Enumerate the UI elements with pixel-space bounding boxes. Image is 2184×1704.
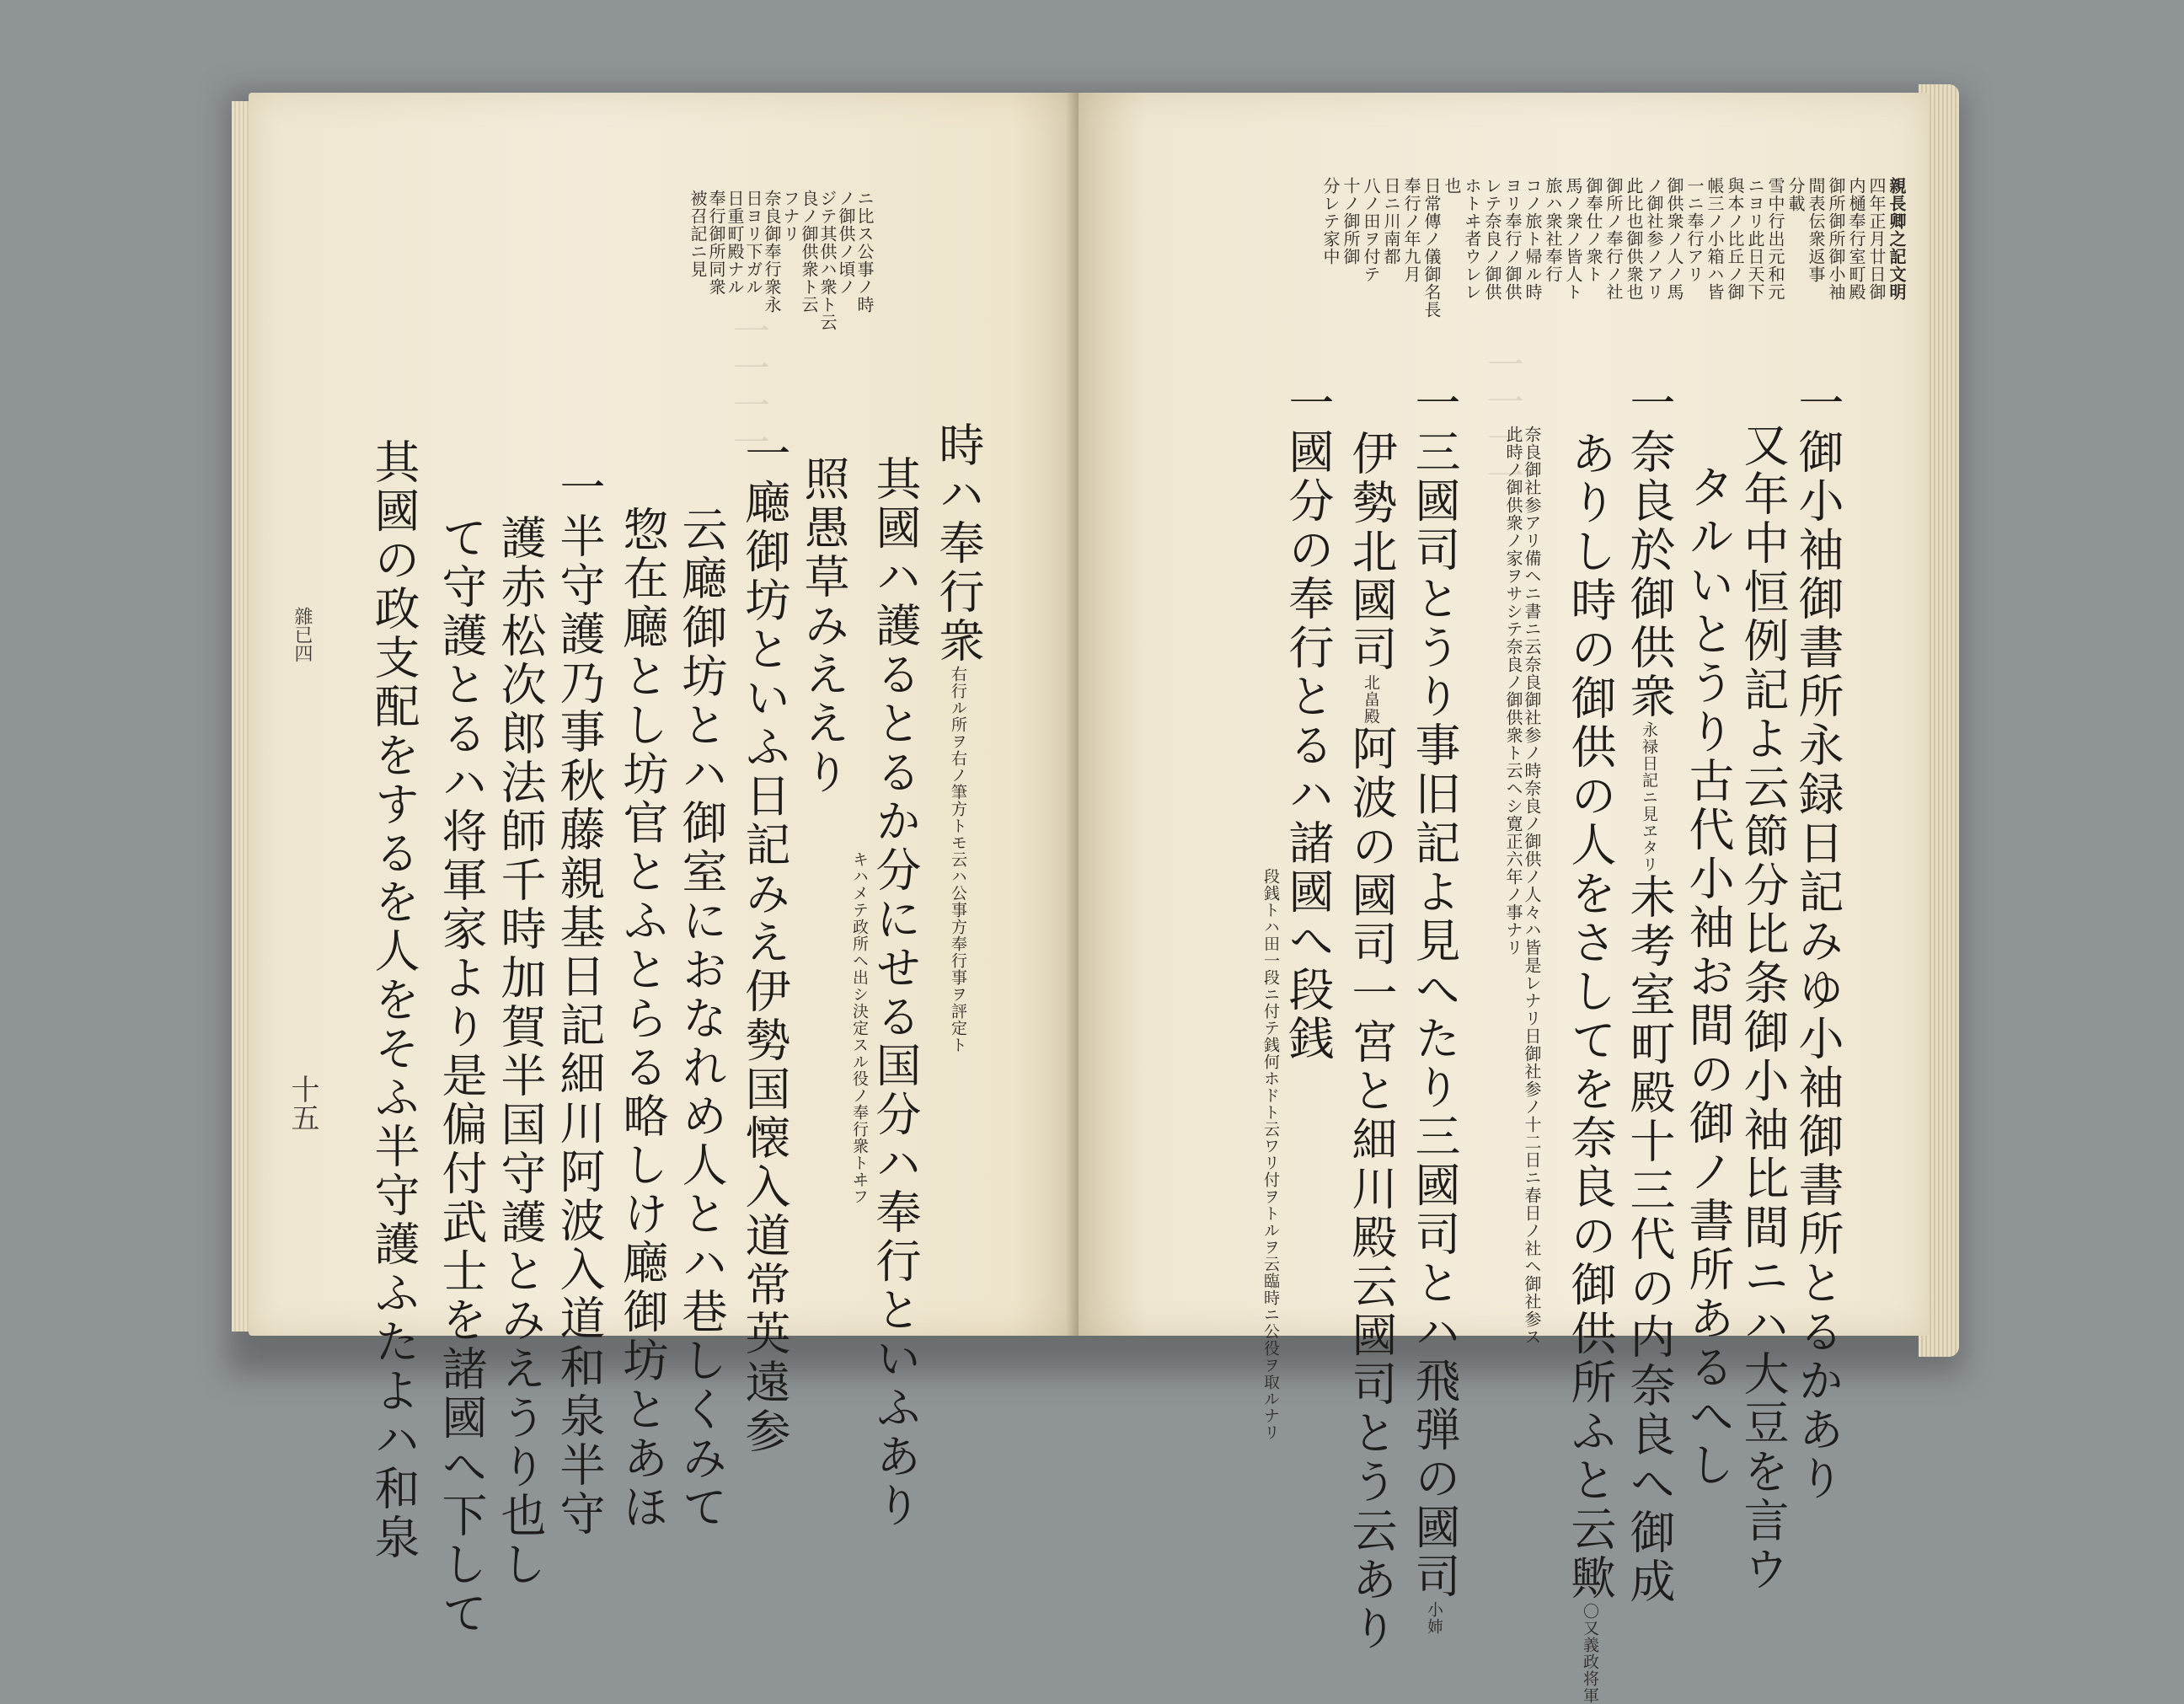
head-note: フナリ: [780, 190, 800, 243]
head-note: 奉行御所同衆: [706, 190, 726, 296]
head-note: コノ旅ト帰ル時: [1523, 177, 1543, 301]
head-note: ニヨリ此日天下: [1745, 177, 1765, 301]
column-text: 阿波の國司一宮と細川殿云國司とう云あり: [1345, 725, 1398, 1653]
head-note: 十ノ御所御: [1341, 177, 1361, 265]
head-note: 分レテ家中: [1320, 177, 1341, 265]
inline-annotation: 右行ル所ヲ右ノ筆方トモ云ハ公事方奉行事ヲ評定ト: [949, 666, 967, 1053]
head-note: 奈良御奉行衆永: [762, 190, 782, 313]
text-column: [1282, 379, 1335, 1064]
head-note: 日ヨリ下ガル: [743, 190, 763, 296]
text-column: [1345, 430, 1398, 1653]
column-text: 一三國司とうり事旧記よ見へたり三國司とハ飛弾の國司: [1408, 379, 1461, 1601]
text-column: [1791, 379, 1844, 1503]
left-page: [249, 93, 1079, 1638]
head-note: 奉行ノ年九月: [1401, 177, 1421, 283]
text-column: [553, 464, 606, 1539]
text-column: [797, 455, 850, 797]
head-note: ノ御供ノ頃ノ: [836, 190, 856, 296]
head-note: レテ奈良ノ御供: [1482, 177, 1502, 301]
column-text: 云廰御坊とハ御室におなれめ人とハ巷しくみて: [675, 506, 728, 1532]
text-column: [738, 430, 791, 1456]
column-text: 護赤松次郎法師千時加賀半国守護とみえうり也し: [494, 514, 547, 1589]
head-note: ホトヰ者ウレレ: [1462, 177, 1482, 301]
column-text: 照愚草みええり: [797, 455, 850, 797]
head-note: 帳三ノ小箱ハ皆: [1705, 177, 1725, 301]
text-column: [1737, 421, 1790, 1594]
head-note: 與本ノ比丘ノ御: [1725, 177, 1745, 301]
column-text: 其國ハ護るとるか分にせる国分ハ奉行といふあり: [869, 455, 922, 1530]
right-page: [1079, 93, 1930, 1704]
column-text: 一國分の奉行とるハ諸國へ段銭: [1282, 379, 1335, 1064]
head-note: 馬ノ衆ノ皆人ト: [1563, 177, 1583, 301]
head-note: 一ニ奉行アリ: [1684, 177, 1705, 283]
text-column: [869, 455, 922, 1530]
column-text: 一廰御坊といふ日記みえ伊勢国懐入道常英遠参: [738, 430, 791, 1456]
head-note: 日常傳ノ儀御名長: [1421, 177, 1442, 319]
text-column: [494, 514, 547, 1589]
head-note: 被召記ニ見: [688, 190, 708, 278]
head-note: 雪中行出元和元: [1765, 177, 1785, 301]
inline-annotation: 永禄日記ニ見ヱタリ: [1640, 721, 1658, 873]
column-text: て守護とるハ将軍家より是偏付武士を諸國へ下して: [435, 514, 488, 1638]
text-column: [367, 438, 420, 1562]
head-note: 日重町殿ナル: [725, 190, 745, 296]
text-column: [1623, 379, 1676, 1606]
text-column: [616, 506, 669, 1532]
text-column: [1408, 379, 1461, 1635]
head-note: ジテ其供ハ衆ト云: [817, 190, 838, 331]
head-note: 間表伝衆返事: [1806, 177, 1826, 283]
column-text: タルいとうり古代小袖お間の御ノ書所あるへし: [1682, 464, 1735, 1490]
head-note: 内樋奉行室町殿: [1846, 177, 1866, 301]
head-note: ヨリ奉行ノ御供: [1502, 177, 1523, 301]
open-book: [232, 76, 1942, 1704]
head-note: 四年正月廿日御: [1866, 177, 1887, 301]
column-text: 時ハ奉行衆: [932, 421, 985, 666]
text-column: [435, 514, 488, 1638]
head-note: 也: [1442, 177, 1462, 195]
show-through-text: 一一一一: [1480, 346, 1523, 494]
head-note: 御所御所御小袖: [1826, 177, 1846, 301]
inline-annotation: 段銭トハ田一段ニ付テ銭何ホドト云ワリ付ヲトルヲ云臨時ニ公役ヲ取ルナリ: [1261, 868, 1280, 1441]
inline-annotation: 小姉: [1425, 1601, 1443, 1635]
text-column: [932, 421, 985, 1053]
inline-annotation: キハメテ政所ヘ出シ決定スル役ノ奉行衆トヰフ: [850, 851, 869, 1205]
head-note: 分載: [1785, 177, 1806, 212]
text-column: [1682, 464, 1735, 1490]
column-text: ありし時の御供の人をさしてを奈良の御供所ふと云歟: [1564, 430, 1617, 1603]
column-text: 一奈良於御供衆: [1623, 379, 1676, 721]
head-note: 御奉仕ノ衆ト: [1583, 177, 1603, 283]
head-note: 親長卿之記文明: [1887, 177, 1907, 301]
folio-section: 雜已四: [292, 607, 313, 662]
column-text: 又年中恒例記よ云節分比条御小袖比間ニハ大豆を言ウ: [1737, 421, 1790, 1594]
head-note: ニ比ス公事ノ時: [854, 190, 875, 313]
head-note: 八ノ田ヲ付テ: [1361, 177, 1381, 283]
text-column: [675, 506, 728, 1532]
head-note: 旅ハ衆社奉行: [1543, 177, 1563, 283]
annotation-block: 奈良御社参アリ備ヘニ書ニ云奈良御社参ノ時奈良ノ御供ノ人々ハ皆是レナリ日御社参ノ十二日ニ春日ノ社ヘ御社参ス此時ノ御供衆ノ家ヲサシテ奈良ノ御供衆ト云ヘシ寛正六年ノ事ナリ: [1503, 426, 1542, 1346]
head-note: 良ノ御供衆ト云: [799, 190, 819, 313]
head-note: 此比也御供衆也: [1624, 177, 1644, 301]
column-text: 伊勢北國司: [1345, 430, 1398, 674]
head-note: 日ニ川南都: [1381, 177, 1401, 265]
head-note: ノ御社参ノアリ: [1644, 177, 1664, 301]
head-note: 御供衆ノ人ノ馬: [1664, 177, 1684, 301]
column-text: 一半守護乃事秋藤親基日記細川阿波入道和泉半守: [553, 464, 606, 1539]
column-text: 一御小袖御書所永録日記みゆ小袖御書所とるかあり: [1791, 379, 1844, 1503]
column-text: 惣在廰とし坊官とふとらる略しけ廰御坊とあほ: [616, 506, 669, 1532]
column-text: 未考室町殿十三代の内奈良へ御成: [1623, 873, 1676, 1606]
column-text: 其國の政支配をするを人をそふ半守護ふたよハ和泉: [367, 438, 420, 1562]
head-note: 御所ノ奉行ノ社: [1603, 177, 1624, 301]
show-through-text: 一一一一: [726, 312, 769, 460]
folio-number: 十五: [286, 1074, 319, 1132]
text-column: [1564, 430, 1617, 1704]
inline-annotation: 〇又義政将軍: [1581, 1603, 1599, 1704]
inline-annotation: 北畠殿: [1362, 674, 1380, 725]
